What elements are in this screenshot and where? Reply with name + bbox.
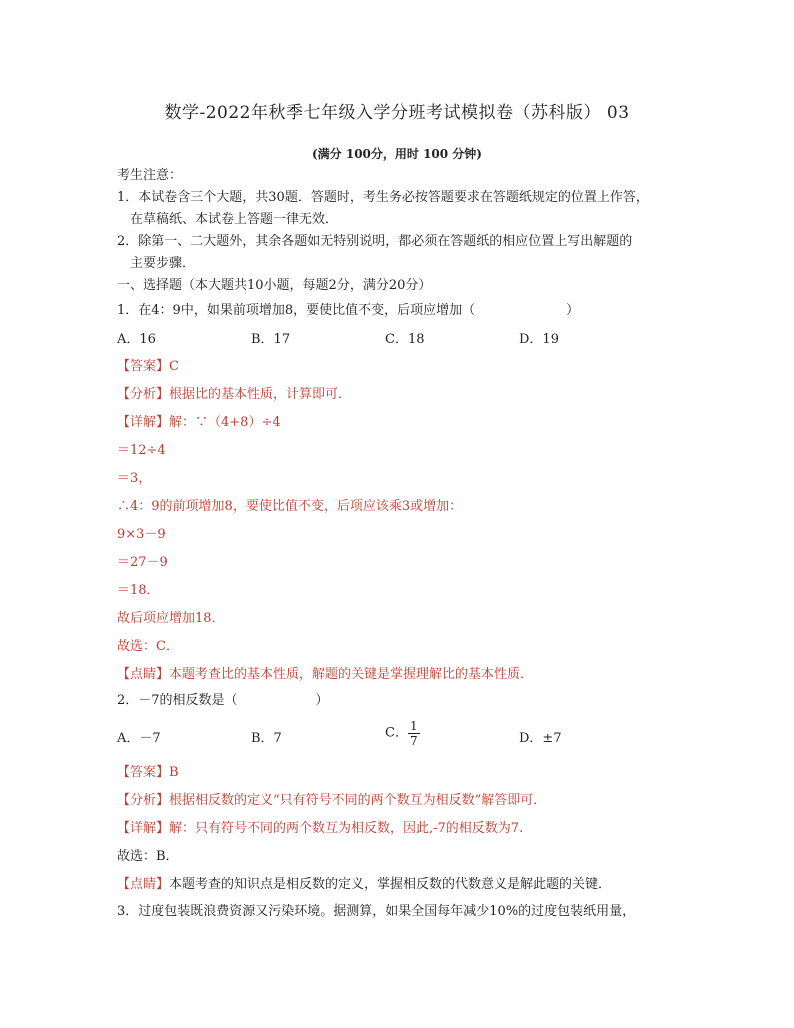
answer-value: C — [169, 359, 179, 374]
q1-step-3: ∴4：9的前项增加8，要使比值不变，后项应该乘3或增加： — [117, 499, 463, 514]
notice-heading: 考生注意： — [117, 168, 183, 183]
section-1-heading: 一、选择题（本大题共10小题，每题2分，满分20分） — [117, 278, 432, 293]
q2-detail — [117, 820, 523, 838]
q1-detail — [117, 414, 281, 432]
notice-item-2-cont: 主要步骤． — [130, 256, 196, 271]
q2-option-d: D．±7 — [519, 731, 562, 746]
q1-option-b: B．17 — [251, 332, 291, 347]
q1-step-5: ＝27－9 — [117, 555, 168, 570]
q1-step-7: 故后项应增加18． — [117, 611, 225, 626]
analysis-text: 根据比的基本性质，计算即可． — [169, 387, 352, 402]
detail-text: 解：只有符号不同的两个数互为相反数，因此,-7的相反数为7. — [169, 821, 524, 836]
q1-option-d: D．19 — [519, 332, 559, 347]
q1-analysis — [117, 386, 351, 404]
q1-option-c: C．18 — [385, 332, 425, 347]
q2-answer — [117, 764, 179, 782]
comment-tag: 【点睛】 — [117, 667, 170, 682]
q2-analysis — [117, 792, 546, 810]
q2-option-c — [385, 719, 420, 748]
q1-answer — [117, 358, 179, 376]
analysis-tag: 【分析】 — [117, 387, 170, 402]
q3-stem: 3．过度包装既浪费资源又污染环境。据测算，如果全国每年减少10%的过度包装纸用量， — [117, 904, 636, 919]
notice-item-1: 1．本试卷含三个大题，共30题．答题时，考生务必按答题要求在答题纸规定的位置上作答， — [117, 190, 649, 205]
comment-tag: 【点睛】 — [117, 877, 170, 892]
fraction-denominator: 7 — [409, 734, 418, 748]
q2-comment — [117, 876, 611, 894]
fraction-numerator: 1 — [409, 719, 418, 733]
q1-step-1: ＝12÷4 — [117, 443, 166, 458]
q2-option-a: A．－7 — [117, 731, 161, 746]
q2-stem: 2．－7的相反数是（ ） — [117, 693, 329, 708]
detail-tag: 【详解】 — [117, 821, 170, 836]
q1-step-4: 9×3－9 — [117, 527, 166, 542]
q1-choice: 故选：C． — [117, 639, 179, 654]
q1-step-2: ＝3， — [117, 471, 152, 486]
comment-text: 本题考查比的基本性质，解题的关键是掌握理解比的基本性质． — [169, 667, 534, 682]
q1-stem: 1．在4：9中，如果前项增加8，要使比值不变，后项应增加（ ） — [117, 303, 580, 318]
analysis-tag: 【分析】 — [117, 793, 170, 808]
notice-item-2: 2．除第一、二大题外，其余各题如无特别说明，都必须在答题纸的相应位置上写出解题的 — [117, 234, 633, 249]
answer-tag: 【答案】 — [117, 765, 170, 780]
q1-step-6: ＝18． — [117, 583, 160, 598]
answer-tag: 【答案】 — [117, 359, 170, 374]
page-title: 数学-2022年秋季七年级入学分班考试模拟卷（苏科版） 03 — [164, 103, 630, 123]
detail-text: 解：∵（4+8）÷4 — [169, 415, 281, 430]
q2-option-b: B．7 — [251, 731, 282, 746]
page-subtitle: (满分 100分，用时 100 分钟) — [312, 147, 482, 161]
q1-option-a: A．16 — [117, 332, 156, 347]
notice-item-1-cont: 在草稿纸、本试卷上答题一律无效． — [130, 212, 339, 227]
analysis-text: 根据相反数的定义“只有符号不同的两个数互为相反数”解答即可． — [169, 793, 547, 808]
q2-choice: 故选：B． — [117, 849, 179, 864]
comment-text: 本题考查的知识点是相反数的定义，掌握相反数的代数意义是解此题的关键． — [169, 877, 612, 892]
answer-value: B — [169, 765, 179, 780]
fraction — [408, 719, 420, 748]
q2-option-c-label: C． — [385, 725, 408, 741]
q1-comment — [117, 666, 533, 684]
detail-tag: 【详解】 — [117, 415, 170, 430]
